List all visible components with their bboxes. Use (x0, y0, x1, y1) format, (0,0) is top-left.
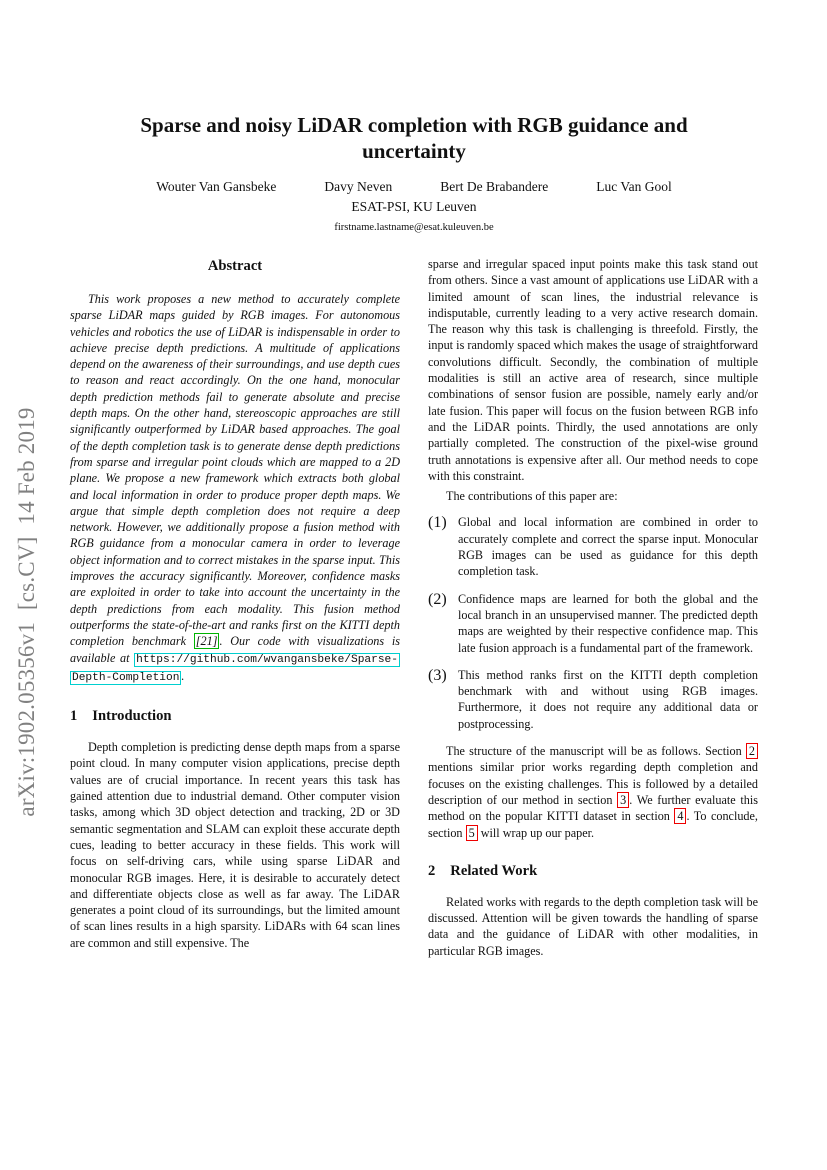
citation-link-21[interactable]: [21] (195, 634, 218, 649)
arxiv-watermark: arXiv:1902.05356v1 [cs.CV] 14 Feb 2019 (14, 407, 39, 817)
abstract-after-citation: . Our code with visualizations is available at (70, 634, 400, 665)
section-1-title: Introduction (92, 708, 172, 725)
abstract-paragraph (70, 291, 400, 686)
left-column (70, 256, 400, 959)
abstract-after-url: . (181, 668, 185, 683)
section-1-number: 1 (70, 708, 78, 725)
structure-seg1: mentions similar prior works regarding depth completion and focuses on the existing challenges. This is followed by a detailed description of our method in section (428, 760, 758, 807)
list-item-label: (3) (428, 666, 447, 684)
introduction-paragraph-part2: sparse and irregular spaced input points make this task stand out from others. Since a vast amount of applications use LiDAR with a limited amount of scan lines, the industrial relevance is indisputable, currently leading to a very active research domain. The reason why this task is challenging is threefold. Firstly, the input is randomly spaced which makes the usage of straightforward convolutions difficult. Secondly, the combination of multiple modalities is still an active area of research, since multiple combinations of sensor fusion are possible, namely early and/or late fusion. This paper will focus on the fusion between RGB info and the LiDAR points. Thirdly, the used annotations are only partially completed. The construction of the pixel-wise ground truth annotations is expensive after all. Our method needs to cope with this constraint. (428, 257, 758, 483)
structure-seg4: will wrap up our paper. (477, 825, 595, 840)
list-item-label: (2) (428, 590, 447, 608)
author-name: Bert De Brabandere (440, 179, 549, 194)
right-column (428, 256, 758, 959)
list-item-text: This method ranks first on the KITTI depth completion benchmark with and without using RGB images. Furthermore, it does not require any additional data or postprocessing. (458, 667, 758, 731)
related-work-paragraph: Related works with regards to the depth completion task will be discussed. Attention will be given towards the handling of sparse data and the guidance of LiDAR with other modalities, in particular RGB images. (428, 894, 758, 958)
section-2-heading (428, 863, 758, 880)
author-name: Luc Van Gool (596, 179, 672, 194)
paper-title-line2: uncertainty (362, 139, 466, 163)
section-1-heading (70, 708, 400, 725)
introduction-paragraph-part1: Depth completion is predicting dense depth maps from a sparse point cloud. In many computer vision applications, precise depth values are of crucial importance. In recent years this task has gained attention due to industrial demand. Other computer vision tasks, among which 3D object detection and tracking, 2D or 3D semantic segmentation and SLAM can exploit these accurate depth cues, leading to better accuracy in these fields. This work will focus on self-driving cars, while using sparse LiDAR and monocular RGB images. Here, it is desirable to accurately detect and differentiate objects close as well as far away. The LiDAR generates a point cloud of its surroundings, but the limited amount of scan lines results in a high sparsity. LiDARs with 64 scan lines are common and still expensive. The (70, 740, 400, 950)
structure-seg0: The structure of the manuscript will be as follows. Section (446, 744, 746, 759)
structure-paragraph (428, 743, 758, 841)
contributions-intro: The contributions of this paper are: (446, 489, 618, 504)
paper-title-line1: Sparse and noisy LiDAR completion with RGB guidance and (140, 113, 688, 137)
paper-title (70, 112, 758, 164)
abstract-body-text: This work proposes a new method to accurately complete sparse LiDAR maps guided by RGB images. For autonomous vehicles and robotics the use of LiDAR is indispensable in order to achieve precise depth predictions. A multitude of applications depend on the awareness of their surroundings, and use depth cues to reason and react accordingly. On the one hand, monocular depth prediction methods fail to generate absolute and precise depth maps. On the other hand, stereoscopic approaches are still significantly outperformed by LiDAR based approaches. The goal of the depth completion task is to generate dense depth predictions from sparse and irregular point clouds which are mapped to a 2D plane. We propose a new framework which extracts both global and local information in order to produce proper depth maps. We argue that simple depth completion does not require a deep network. However, we additionally propose a fusion method with RGB guidance from a monocular camera in order to leverage object information and to correct mistakes in the sparse input. This improves the accuracy significantly. Moreover, confidence masks are exploited in order to take into account the uncertainty in the depth predictions from each modality. This fusion method outperforms the state-of-the-art and ranks first on the KITTI depth completion benchmark (70, 292, 400, 649)
list-item (428, 591, 758, 656)
github-url-link[interactable]: https://github.com/wvangansbeke/Sparse-Depth-Completion (72, 653, 398, 684)
author-name: Davy Neven (324, 179, 393, 194)
affiliation: ESAT-PSI, KU Leuven (351, 199, 477, 214)
section-2-title: Related Work (450, 862, 538, 879)
section-ref-link-4[interactable]: 4 (674, 808, 686, 824)
section-2-number: 2 (428, 862, 436, 879)
abstract-heading: Abstract (207, 258, 263, 274)
list-item (428, 514, 758, 579)
list-item (428, 667, 758, 732)
structure-seg3: . To conclude, section (428, 809, 758, 840)
structure-seg2: . We further evaluate this method on the popular KITTI dataset in section (428, 792, 758, 824)
list-item-label: (1) (428, 514, 447, 532)
contact-email: firstname.lastname@esat.kuleuven.be (334, 222, 494, 233)
author-name: Wouter Van Gansbeke (156, 179, 277, 194)
contributions-list (428, 514, 758, 732)
authors-row (70, 179, 758, 195)
section-ref-link-2[interactable]: 2 (746, 743, 758, 759)
section-ref-link-5[interactable]: 5 (466, 825, 478, 841)
two-column-body (70, 256, 758, 959)
list-item-text: Confidence maps are learned for both the global and the local branch in an unsupervised manner. The predicted depth maps are weighted by their respective confidence map. This late fusion approach is a fundamental part of the framework. (458, 591, 758, 655)
list-item-text: Global and local information are combined in order to accurately complete and correct the sparse input. Monocular RGB images can be used as guidance for this depth completion task. (458, 515, 758, 579)
section-ref-link-3[interactable]: 3 (617, 792, 629, 808)
